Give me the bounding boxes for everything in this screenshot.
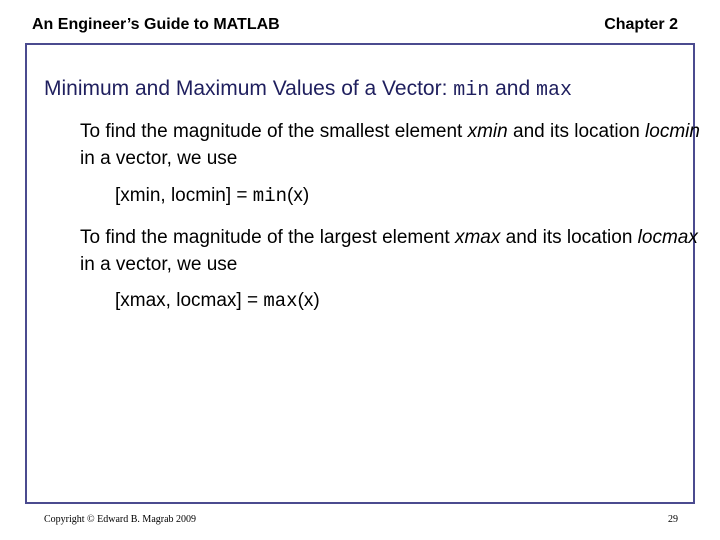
min-desc-text-2: and its location — [507, 121, 646, 142]
title-code-min: min — [453, 79, 490, 102]
header-book-title: An Engineer’s Guide to MATLAB — [32, 16, 280, 33]
max-desc-text-1: To find the magnitude of the largest element — [80, 227, 455, 248]
min-desc-text-3: in a vector, we use — [80, 148, 238, 169]
min-code-line — [115, 185, 309, 207]
title-code-max: max — [536, 79, 573, 102]
slide-title — [44, 77, 572, 102]
min-description — [80, 118, 700, 172]
max-code-prefix: [xmax, locmax] = — [115, 290, 264, 311]
min-desc-xmin: xmin — [467, 121, 508, 142]
max-desc-xmax: xmax — [454, 227, 501, 248]
max-desc-locmax: locmax — [637, 227, 698, 248]
max-desc-text-2: and its location — [500, 227, 638, 248]
min-code-prefix: [xmin, locmin] = — [115, 185, 253, 206]
min-code-suffix: (x) — [287, 185, 310, 206]
max-code-function: max — [263, 290, 298, 312]
max-code-suffix: (x) — [297, 290, 320, 311]
footer-page-number: 29 — [668, 514, 678, 525]
min-desc-locmin: locmin — [645, 121, 700, 142]
header-chapter: Chapter 2 — [604, 16, 678, 33]
min-desc-text-1: To find the magnitude of the smallest element — [80, 121, 468, 142]
title-text-1: Minimum and Maximum Values of a Vector: — [44, 77, 454, 100]
max-code-line — [115, 290, 320, 312]
title-text-2: and — [489, 77, 536, 100]
footer-copyright: Copyright © Edward B. Magrab 2009 — [44, 514, 197, 525]
min-code-function: min — [252, 185, 288, 207]
max-desc-text-3: in a vector, we use — [80, 254, 238, 275]
max-description — [80, 224, 700, 278]
